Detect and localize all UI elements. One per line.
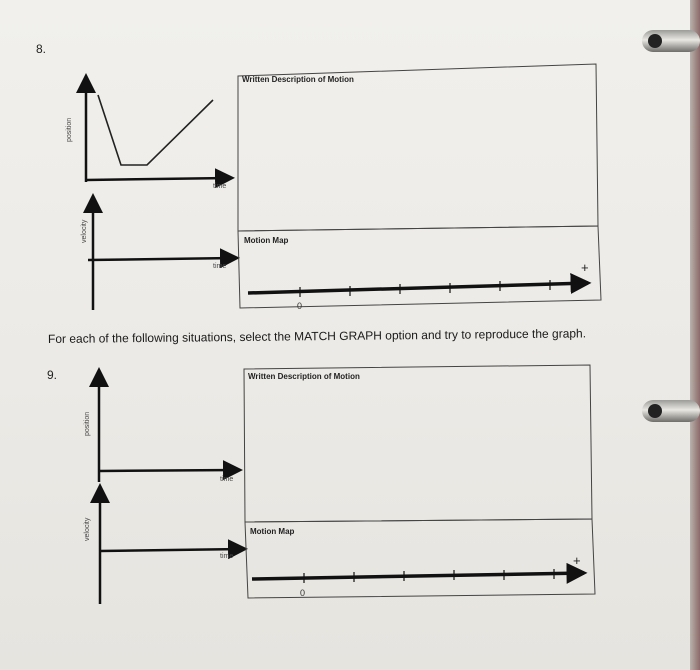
q8-position-curve (98, 95, 213, 165)
q9-velocity-x-axis (100, 549, 243, 551)
q9-time-axis-label-2: time (220, 553, 234, 560)
q8-zero-label: 0 (297, 301, 303, 311)
q9-position-x-axis (99, 470, 238, 471)
q8-velocity-x-axis (88, 258, 235, 260)
q9-motion-map-line (252, 573, 584, 579)
q9-written-description-title: Written Description of Motion (248, 372, 360, 381)
q8-number: 8. (36, 42, 47, 56)
q8-written-description-title: Written Description of Motion (242, 75, 354, 84)
q9-description-box (244, 365, 592, 522)
q8-plus-label: + (581, 260, 589, 275)
q9-number: 9. (47, 368, 58, 382)
q9-position-axis-label: position (84, 411, 91, 436)
instruction-text: For each of the following situations, select the MATCH GRAPH option and try to reproduce the graph. (47, 326, 587, 346)
q9-plus-label: + (573, 553, 581, 568)
q8-description-box (238, 64, 598, 231)
q9-velocity-axis-label: velocity (84, 517, 91, 541)
q8-motion-map-line (248, 283, 588, 293)
q9-motion-map-title: Motion Map (250, 527, 295, 536)
q9-time-axis-label-1: time (220, 476, 234, 483)
q8-time-axis-label-1: time (213, 183, 227, 190)
q8-velocity-axis-label: velocity (81, 219, 88, 243)
q9-zero-label: 0 (300, 588, 306, 598)
q8-motion-map-title: Motion Map (244, 236, 289, 245)
q9-motion-map-box (245, 519, 595, 598)
q8-position-axis-label: position (66, 117, 73, 142)
q8-position-x-axis (86, 178, 230, 180)
q8-time-axis-label-2: time (213, 263, 227, 270)
q8-motion-map-box (238, 226, 601, 308)
